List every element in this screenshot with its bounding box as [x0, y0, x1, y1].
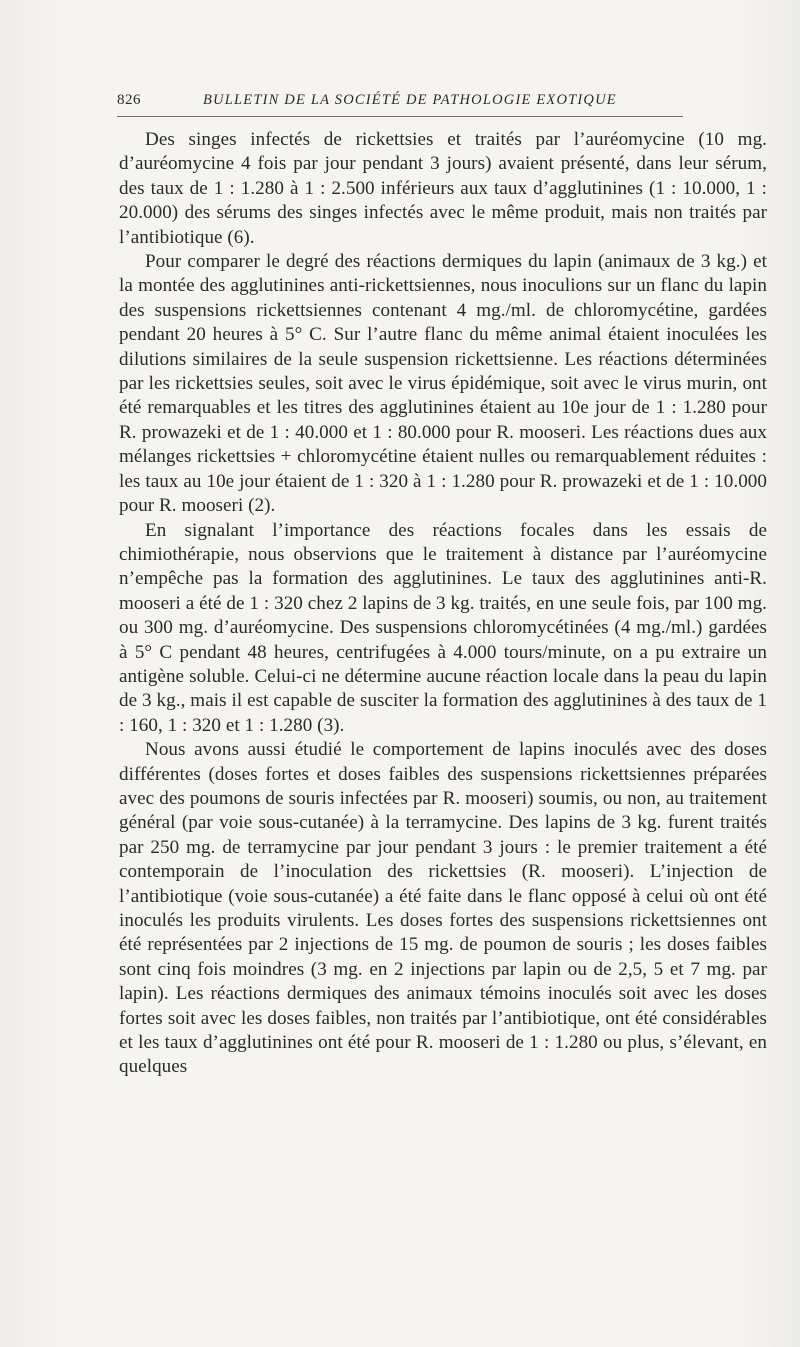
- running-header: [117, 90, 683, 117]
- page-number: 826: [117, 92, 141, 108]
- paragraph-monkeys-aureomycin: Des singes infectés de rickettsies et traités par l’auréomycine (10 mg. d’auréomycine 4 fois par jour pendant 3 jours) avaient présenté, dans leur sérum, des taux de 1 : 1.280 à 1 : 2.500 inférieurs aux taux d’agglutinines (1 : 10.000, 1 : 20.000) des sérums des singes infectés avec le même produit, mais non traités par l’antibiotique (6).: [119, 129, 767, 248]
- paragraph-rabbit-chloromycetin: Pour comparer le degré des réactions dermiques du lapin (animaux de 3 kg.) et la montée des agglutinines anti-rickettsiennes, nous inoculions sur un flanc du lapin des suspensions rickettsiennes contenant 4 mg./ml. de chloromycétine, gardées pendant 20 heures à 5° C. Sur l’autre flanc du même animal étaient inoculées les dilutions similaires de la seule suspension rickettsienne. Les réactions déterminées par les rickettsies seules, soit avec le virus épidémique, soit avec le virus murin, ont été remarquables et les titres des agglutinines étaient au 10e jour de 1 : 1.280 pour R. prowazeki et de 1 : 40.000 et 1 : 80.000 pour R. mooseri. Les réactions dues aux mélanges rickettsies + chloromycétine étaient nulles ou remarquablement réduites : les taux au 10e jour étaient de 1 : 320 à 1 : 1.280 pour R. prowazeki et de 1 : 10.000 pour R. mooseri (2).: [119, 251, 767, 517]
- paragraph-focal-reactions: En signalant l’importance des réactions focales dans les essais de chimiothérapie, nous observions que le traitement à distance par l’auréomycine n’empêche pas la formation des agglutinines. Le taux des agglutinines anti-R. mooseri a été de 1 : 320 chez 2 lapins de 3 kg. traités, en une seule fois, par 100 mg. ou 300 mg. d’auréomycine. Des suspensions chloromycétinées (4 mg./ml.) gardées à 5° C pendant 48 heures, centrifugées à 4.000 tours/minute, on a pu extraire un antigène soluble. Celui-ci ne détermine aucune réaction locale dans la peau du lapin de 3 kg., mais il est capable de susciter la formation des agglutinines à des taux de 1 : 160, 1 : 320 et 1 : 1.280 (3).: [119, 519, 767, 736]
- paragraph-terramycin-doses: Nous avons aussi étudié le comportement de lapins inoculés avec des doses différentes (doses fortes et doses faibles des suspensions rickettsiennes préparées avec des poumons de souris infectées par R. mooseri) soumis, ou non, au traitement général (par voie sous-cutanée) à la terramycine. Des lapins de 3 kg. furent traités par 250 mg. de terramycine par jour pendant 3 jours : le premier traitement a été contemporain de l’inoculation des rickettsies (R. mooseri). L’injection de l’antibiotique (voie sous-cutanée) a été faite dans le flanc opposé à celui où ont été inoculés les produits virulents. Les doses fortes des suspensions rickettsiennes ont été représentées par 2 injections de 15 mg. de poumon de souris ; les doses faibles sont cinq fois moindres (3 mg. en 2 injections par lapin ou de 2,5, 5 et 7 mg. par lapin). Les réactions dermiques des animaux témoins inoculés soit avec les doses fortes soit avec les doses faibles, non traités par l’antibiotique, ont été considérables et les taux d’agglutinines ont été pour R. mooseri de 1 : 1.280 ou plus, s’élevant, en quelques: [119, 739, 767, 1078]
- article-body: [119, 128, 767, 1080]
- running-title: BULLETIN DE LA SOCIÉTÉ DE PATHOLOGIE EXOTIQUE: [203, 92, 617, 108]
